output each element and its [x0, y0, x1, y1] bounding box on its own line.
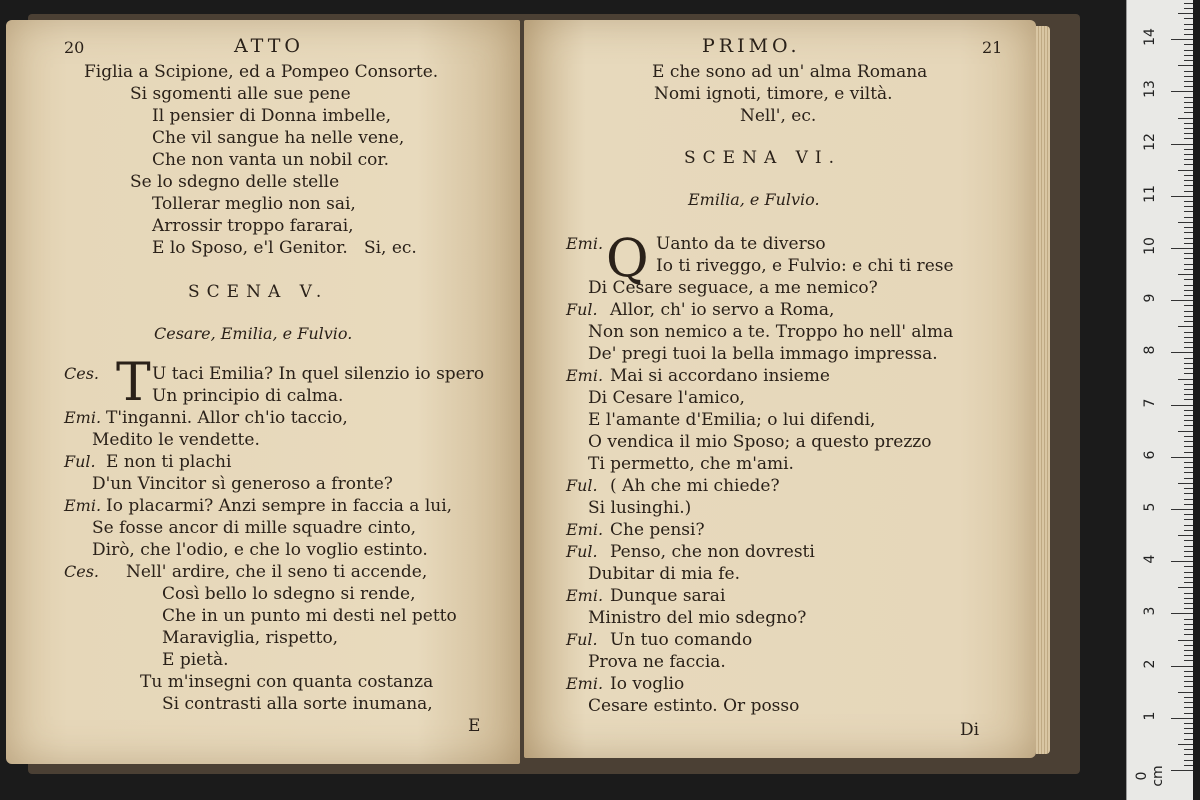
ruler-tick: [1184, 733, 1193, 734]
dialogue-line: T'inganni. Allor ch'io taccio,: [106, 408, 348, 428]
ruler-tick: [1184, 60, 1193, 61]
ruler-tick: [1184, 514, 1193, 515]
speaker: Emi.: [566, 586, 604, 605]
ruler-tick: [1171, 91, 1193, 92]
speaker: Ful.: [566, 476, 598, 495]
dialogue-line: Se fosse ancor di mille squadre cinto,: [92, 518, 417, 538]
ruler-tick: [1184, 671, 1193, 672]
dialogue-line: Che in un punto mi desti nel petto: [162, 606, 457, 626]
ruler-tick: [1184, 185, 1193, 186]
ruler-tick: [1184, 629, 1193, 630]
ruler-tick: [1184, 389, 1193, 390]
ruler-tick: [1184, 311, 1193, 312]
ruler-tick: [1184, 81, 1193, 82]
ruler-tick: [1184, 97, 1193, 98]
ruler-tick: [1184, 472, 1193, 473]
ruler-tick: [1178, 587, 1193, 588]
ruler-tick: [1171, 39, 1193, 40]
dialogue-line: Tu m'insegni con quanta costanza: [140, 672, 434, 692]
ruler-tick: [1184, 3, 1193, 4]
ruler-tick: [1171, 457, 1193, 458]
scene-cast: Cesare, Emilia, e Fulvio.: [154, 324, 353, 343]
speaker: Emi.: [64, 408, 102, 427]
dialogue-line: Ministro del mio sdegno?: [588, 608, 807, 628]
ruler-tick: [1184, 347, 1193, 348]
dialogue-line: Di Cesare seguace, a me nemico?: [588, 278, 878, 298]
speaker: Emi.: [64, 496, 102, 515]
ruler-tick: [1184, 305, 1193, 306]
speaker: Ces.: [64, 562, 100, 581]
ruler-tick: [1178, 170, 1193, 171]
ruler-tick: [1184, 269, 1193, 270]
ruler-number: 3: [1142, 606, 1158, 616]
dialogue-line: E l'amante d'Emilia; o lui difendi,: [588, 410, 876, 430]
ruler-tick: [1184, 180, 1193, 181]
ruler-tick: [1178, 13, 1193, 14]
ruler-tick: [1184, 415, 1193, 416]
ruler-tick: [1171, 248, 1193, 249]
ruler-tick: [1184, 290, 1193, 291]
ruler-tick: [1178, 274, 1193, 275]
ruler-tick: [1184, 598, 1193, 599]
ruler-tick: [1184, 608, 1193, 609]
ruler-tick: [1184, 50, 1193, 51]
speaker: Emi.: [566, 234, 604, 253]
dialogue-line: Allor, ch' io servo a Roma,: [610, 300, 835, 320]
ruler-number: 10: [1142, 237, 1158, 255]
ruler-tick: [1184, 258, 1193, 259]
verse-line: Arrossir troppo fararai,: [152, 216, 354, 236]
ruler-number: 1: [1142, 711, 1158, 721]
ruler-tick: [1171, 613, 1193, 614]
ruler-number: 9: [1142, 293, 1158, 303]
dialogue-line: Prova ne faccia.: [588, 652, 726, 672]
ruler-tick: [1184, 86, 1193, 87]
ruler-tick: [1171, 405, 1193, 406]
ruler-tick: [1184, 420, 1193, 421]
dialogue-line: De' pregi tuoi la bella immago impressa.: [588, 344, 938, 364]
ruler-tick: [1184, 702, 1193, 703]
ruler-tick: [1184, 540, 1193, 541]
ruler-tick: [1184, 436, 1193, 437]
ruler-number: 4: [1142, 554, 1158, 564]
ruler-tick: [1184, 765, 1193, 766]
speaker: Emi.: [566, 520, 604, 539]
ruler-tick: [1184, 316, 1193, 317]
ruler-number: 13: [1142, 80, 1158, 99]
dialogue-line: ( Ah che mi chiede?: [610, 476, 780, 496]
ruler-number: 12: [1142, 132, 1158, 151]
dialogue-line: E non ti plachi: [106, 452, 232, 472]
speaker: Ces.: [64, 364, 100, 383]
dialogue-line: Mai si accordano insieme: [610, 366, 830, 386]
ruler-tick: [1184, 488, 1193, 489]
speaker: Emi.: [566, 674, 604, 693]
ruler-tick: [1184, 211, 1193, 212]
verse-line: E lo Sposo, e'l Genitor. Si, ec.: [152, 238, 417, 258]
ruler-tick: [1184, 525, 1193, 526]
dialogue-line: Io voglio: [610, 674, 685, 694]
ruler-tick: [1184, 519, 1193, 520]
speaker: Ful.: [566, 542, 598, 561]
ruler-tick: [1184, 337, 1193, 338]
ruler-tick: [1184, 572, 1193, 573]
ruler-number: 8: [1142, 345, 1158, 355]
ruler-tick: [1184, 681, 1193, 682]
ruler-tick: [1184, 55, 1193, 56]
ruler-tick: [1184, 332, 1193, 333]
verse-line: Se lo sdegno delle stelle: [130, 172, 340, 192]
ruler-tick: [1184, 285, 1193, 286]
speaker: Ful.: [64, 452, 96, 471]
dialogue-line: Maraviglia, rispetto,: [162, 628, 339, 648]
ruler-tick: [1184, 504, 1193, 505]
ruler-tick: [1184, 44, 1193, 45]
ruler-tick: [1184, 462, 1193, 463]
dialogue-line: Dirò, che l'odio, e che lo voglio estinto.: [92, 540, 428, 560]
dialogue-line: Di Cesare l'amico,: [588, 388, 745, 408]
ruler-tick: [1184, 650, 1193, 651]
verse-line: Che vil sangue ha nelle vene,: [152, 128, 405, 148]
dialogue-line: Un principio di calma.: [152, 386, 344, 406]
ruler-tick: [1184, 368, 1193, 369]
ruler-tick: [1184, 8, 1193, 9]
ruler-number: 0 cm: [1134, 765, 1166, 787]
ruler-tick: [1184, 133, 1193, 134]
dialogue-line: Ti permetto, che m'ami.: [588, 454, 794, 474]
ruler-tick: [1184, 358, 1193, 359]
dialogue-line: D'un Vincitor sì generoso a fronte?: [92, 474, 393, 494]
dialogue-line: Io ti riveggo, e Fulvio: e chi ti rese: [656, 256, 954, 276]
ruler-tick: [1184, 342, 1193, 343]
ruler-tick: [1184, 556, 1193, 557]
dialogue-line: U taci Emilia? In quel silenzio io spero: [152, 364, 485, 384]
ruler-tick: [1184, 452, 1193, 453]
ruler-tick: [1184, 749, 1193, 750]
ruler-tick: [1184, 321, 1193, 322]
ruler-tick: [1178, 640, 1193, 641]
ruler-tick: [1184, 546, 1193, 547]
dialogue-line: Si lusinghi.): [588, 498, 692, 518]
ruler-tick: [1184, 551, 1193, 552]
ruler-tick: [1184, 446, 1193, 447]
measuring-ruler: [1126, 0, 1193, 800]
left-page: [6, 20, 520, 764]
dialogue-line: Che pensi?: [610, 520, 705, 540]
dialogue-line: Dunque sarai: [610, 586, 726, 606]
speaker: Emi.: [566, 366, 604, 385]
dialogue-line: Si contrasti alla sorte inumana,: [162, 694, 433, 714]
ruler-tick: [1184, 645, 1193, 646]
speaker: Ful.: [566, 630, 598, 649]
dialogue-line: Non son nemico a te. Troppo ho nell' alma: [588, 322, 954, 342]
page-number: 20: [64, 38, 85, 57]
ruler-tick: [1184, 159, 1193, 160]
ruler-tick: [1184, 728, 1193, 729]
ruler-number: 2: [1142, 659, 1158, 669]
ruler-tick: [1184, 128, 1193, 129]
ruler-tick: [1184, 603, 1193, 604]
ruler-tick: [1184, 191, 1193, 192]
ruler-tick: [1184, 566, 1193, 567]
verse-line: Che non vanta un nobil cor.: [152, 150, 390, 170]
ruler-tick: [1184, 112, 1193, 113]
ruler-number: 7: [1142, 398, 1158, 408]
ruler-tick: [1184, 499, 1193, 500]
ruler-tick: [1178, 326, 1193, 327]
dialogue-line: Medito le vendette.: [92, 430, 260, 450]
scene-title: SCENA V.: [188, 282, 329, 302]
ruler-tick: [1184, 530, 1193, 531]
drop-cap: Q: [606, 229, 649, 289]
ruler-tick: [1184, 697, 1193, 698]
verse-line: Si sgomenti alle sue pene: [130, 84, 351, 104]
dialogue-line: Così bello lo sdegno si rende,: [162, 584, 416, 604]
ruler-tick: [1184, 760, 1193, 761]
ruler-tick: [1184, 660, 1193, 661]
verse-line: E che sono ad un' alma Romana: [652, 62, 928, 82]
ruler-tick: [1184, 164, 1193, 165]
ruler-tick: [1184, 723, 1193, 724]
ruler-tick: [1184, 624, 1193, 625]
ruler-tick: [1184, 754, 1193, 755]
ruler-number: 6: [1142, 450, 1158, 460]
ruler-number: 5: [1142, 502, 1158, 512]
ruler-tick: [1184, 478, 1193, 479]
ruler-tick: [1184, 238, 1193, 239]
ruler-tick: [1184, 707, 1193, 708]
ruler-tick: [1178, 483, 1193, 484]
ruler-tick: [1178, 379, 1193, 380]
dialogue-line: Dubitar di mia fe.: [588, 564, 740, 584]
ruler-tick: [1171, 196, 1193, 197]
ruler-tick: [1184, 227, 1193, 228]
ruler-tick: [1184, 655, 1193, 656]
dialogue-line: Un tuo comando: [610, 630, 753, 650]
ruler-tick: [1184, 739, 1193, 740]
ruler-tick: [1184, 264, 1193, 265]
ruler-tick: [1171, 770, 1193, 771]
ruler-tick: [1178, 535, 1193, 536]
catchword: Di: [960, 720, 980, 740]
ruler-tick: [1184, 593, 1193, 594]
ruler-tick: [1184, 138, 1193, 139]
dialogue-line: O vendica il mio Sposo; a questo prezzo: [588, 432, 932, 452]
ruler-tick: [1184, 232, 1193, 233]
ruler-tick: [1184, 243, 1193, 244]
ruler-tick: [1178, 744, 1193, 745]
ruler-tick: [1171, 300, 1193, 301]
ruler-tick: [1184, 253, 1193, 254]
ruler-tick: [1184, 399, 1193, 400]
verse-line: Nomi ignoti, timore, e viltà.: [654, 84, 893, 104]
ruler-tick: [1184, 102, 1193, 103]
ruler-number: 14: [1142, 28, 1158, 47]
ruler-tick: [1184, 71, 1193, 72]
ruler-tick: [1184, 582, 1193, 583]
ruler-tick: [1184, 493, 1193, 494]
speaker: Ful.: [566, 300, 598, 319]
page-number: 21: [982, 38, 1003, 57]
verse-line: Tollerar meglio non sai,: [152, 194, 356, 214]
ruler-tick: [1184, 441, 1193, 442]
ruler-tick: [1184, 154, 1193, 155]
ruler-tick: [1184, 619, 1193, 620]
ruler-tick: [1178, 222, 1193, 223]
ruler-tick: [1171, 561, 1193, 562]
ruler-tick: [1178, 431, 1193, 432]
dialogue-line: Nell' ardire, che il seno ti accende,: [126, 562, 428, 582]
ruler-tick: [1184, 107, 1193, 108]
ruler-tick: [1184, 34, 1193, 35]
dialogue-line: E pietà.: [162, 650, 229, 670]
ruler-tick: [1171, 666, 1193, 667]
ruler-tick: [1184, 373, 1193, 374]
verse-line: Il pensier di Donna imbelle,: [152, 106, 392, 126]
ruler-tick: [1184, 676, 1193, 677]
ruler-tick: [1184, 634, 1193, 635]
dialogue-line: Cesare estinto. Or posso: [588, 696, 800, 716]
dialogue-line: Io placarmi? Anzi sempre in faccia a lui,: [106, 496, 453, 516]
ruler-tick: [1184, 279, 1193, 280]
ruler-tick: [1184, 175, 1193, 176]
ruler-tick: [1184, 686, 1193, 687]
ruler-tick: [1184, 295, 1193, 296]
ruler-tick: [1184, 577, 1193, 578]
ruler-tick: [1171, 509, 1193, 510]
ruler-tick: [1184, 149, 1193, 150]
ruler-number: 11: [1142, 184, 1158, 203]
ruler-tick: [1184, 425, 1193, 426]
ruler-tick: [1184, 467, 1193, 468]
ruler-tick: [1184, 217, 1193, 218]
dialogue-line: Uanto da te diverso: [656, 234, 826, 254]
verse-line: Figlia a Scipione, ed a Pompeo Consorte.: [84, 62, 439, 82]
ruler-tick: [1184, 18, 1193, 19]
running-head: ATTO: [234, 35, 304, 57]
scene-title: SCENA VI.: [684, 148, 842, 168]
verse-line: Nell', ec.: [740, 106, 817, 126]
ruler-tick: [1184, 29, 1193, 30]
scene-cast: Emilia, e Fulvio.: [688, 190, 820, 209]
ruler-tick: [1184, 123, 1193, 124]
ruler-tick: [1171, 144, 1193, 145]
ruler-tick: [1171, 718, 1193, 719]
catchword: E: [468, 716, 481, 736]
ruler-tick: [1184, 384, 1193, 385]
page-edges: [1036, 26, 1050, 754]
ruler-tick: [1184, 394, 1193, 395]
right-page: [524, 20, 1036, 758]
ruler-tick: [1171, 352, 1193, 353]
ruler-tick: [1178, 118, 1193, 119]
ruler-tick: [1184, 713, 1193, 714]
dialogue-line: Penso, che non dovresti: [610, 542, 815, 562]
ruler-tick: [1178, 65, 1193, 66]
ruler-tick: [1184, 410, 1193, 411]
ruler-tick: [1184, 363, 1193, 364]
ruler-tick: [1184, 201, 1193, 202]
ruler-tick: [1184, 24, 1193, 25]
running-head: PRIMO.: [702, 35, 801, 57]
drop-cap: T: [116, 353, 151, 413]
ruler-tick: [1184, 76, 1193, 77]
ruler-tick: [1184, 206, 1193, 207]
ruler-tick: [1178, 692, 1193, 693]
